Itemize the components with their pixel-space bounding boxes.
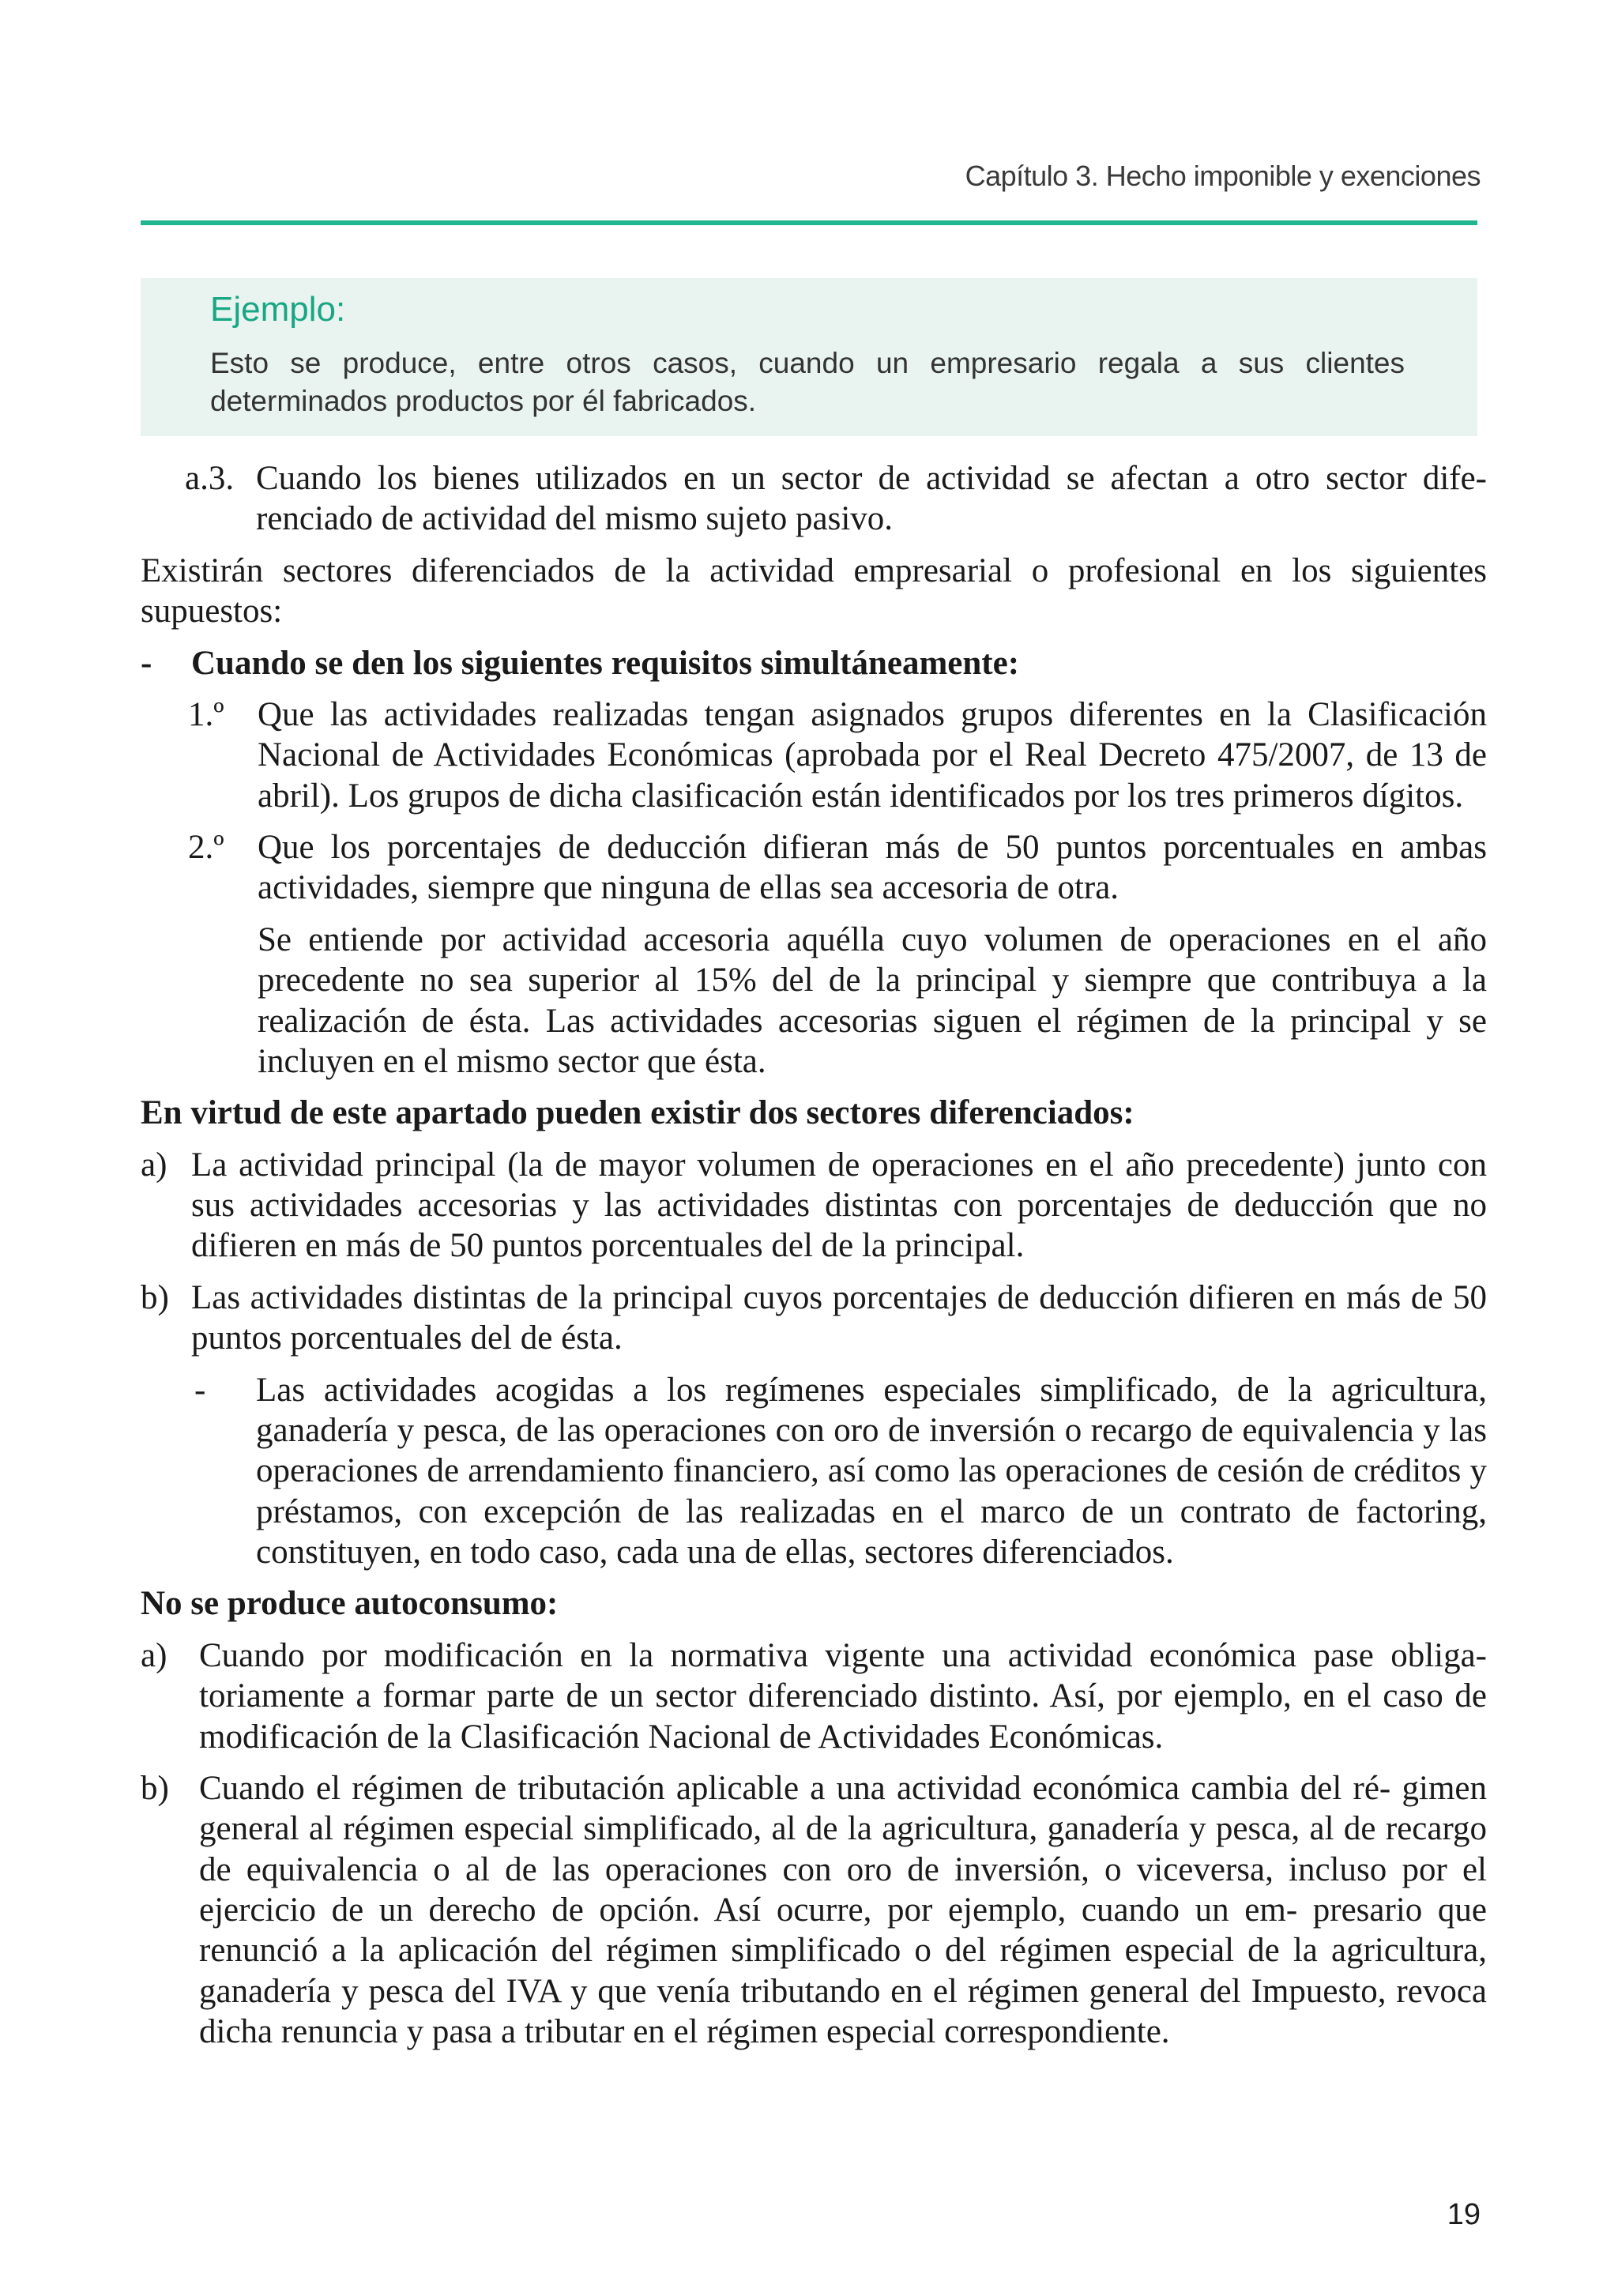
list-item-no-a [141, 1635, 1487, 1757]
list-item-a3 [141, 458, 1487, 540]
list-item-text: Que los porcentajes de deducción difieran más de 50 puntos porcentuales en ambas actividades, siempre que ninguna de ellas sea accesoria de otra. [258, 829, 1487, 907]
main-content [141, 458, 1487, 2064]
list-marker: a) [141, 1636, 167, 1674]
list-marker: b) [141, 1278, 169, 1316]
list-marker: - [194, 1371, 206, 1409]
example-title: Ejemplo: [210, 290, 346, 329]
heading-virtud: En virtud de este apartado pueden existir dos sectores diferenciados: [141, 1094, 1134, 1132]
list-item-sector-a [141, 1145, 1487, 1267]
list-item-text: Las actividades distintas de la principal cuyos porcentajes de deducción difieren en más de 50 puntos porcentuales del de ésta. [191, 1278, 1487, 1357]
list-marker: 2.º [188, 829, 224, 866]
list-item-sector-b [141, 1278, 1487, 1359]
list-marker: a) [141, 1146, 167, 1184]
paragraph-intro: Existirán sectores diferenciados de la actividad empresarial o profesional en los siguientes supuestos: [141, 551, 1487, 630]
list-item-text: Las actividades acogidas a los regímenes especiales simplificado, de la agricultura, ganadería y pesca, de las operaciones con oro de inversión o recargo de equivalencia y las operaciones de arrendamiento financiero, así como las operaciones de cesión de créditos y préstamos, con excepción de las realizadas en el marco de un contrato de factoring, constituyen, en todo caso, cada una de ellas, sectores diferenciados. [256, 1371, 1487, 1571]
list-item-requisitos [141, 643, 1487, 683]
list-item-req2 [141, 827, 1487, 909]
list-marker: 1.º [188, 695, 224, 733]
list-item-text: Que las actividades realizadas tengan asignados grupos diferentes en la Clasificación Nacional de Actividades Económicas (aprobada por el Real Decreto 475/2007, de 13 de abril). Los grupos de dicha clasificación están identificados por los tres primeros dígitos. [258, 695, 1487, 815]
list-item-text: Cuando se den los siguientes requisitos simultáneamente: [191, 644, 1020, 682]
header-divider [141, 220, 1477, 225]
page-number: 19 [1447, 2198, 1481, 2231]
list-item-regimenes [141, 1370, 1487, 1573]
list-item-no-b [141, 1768, 1487, 2053]
example-box [141, 278, 1477, 436]
list-item-text: Cuando los bienes utilizados en un sector de actividad se afectan a otro sector dife- renciado de actividad del mismo sujeto pasivo. [256, 460, 1487, 538]
list-item-req1 [141, 694, 1487, 816]
list-item-text: Cuando por modificación en la normativa vigente una actividad económica pase obliga- toriamente a formar parte de un sector diferenciado distinto. Así, por ejemplo, en el caso de modificación de la Clasificación Nacional de Actividades Económicas. [199, 1636, 1487, 1756]
chapter-header: Capítulo 3. Hecho imponible y exenciones [965, 160, 1481, 192]
list-marker: - [141, 644, 152, 682]
heading-no-autoconsumo: No se produce autoconsumo: [141, 1585, 559, 1623]
paragraph-accesoria: Se entiende por actividad accesoria aquélla cuyo volumen de operaciones en el año precedente no sea superior al 15% del de la principal y siempre que contribuya a la realización de ésta. Las actividades accesorias siguen el régimen de la principal y se incluyen en el mismo sector que ésta. [258, 920, 1487, 1080]
list-marker: a.3. [185, 460, 235, 497]
list-item-text: Cuando el régimen de tributación aplicable a una actividad económica cambia del ré- gimen general al régimen especial simplificado, al de la agricultura, ganadería y pesca, al de recargo de equivalencia o al de las operaciones con oro de inversión, o viceversa, incluso por el ejercicio de un derecho de opción. Así ocurre, por ejemplo, cuando un em- presario que renunció a la aplicación del régimen simplificado o del régimen especial de la agricultura, ganadería y pesca del IVA y que venía tributando en el régimen general del Impuesto, revoca dicha renuncia y pasa a tributar en el régimen especial correspondiente. [199, 1769, 1487, 2051]
list-marker: b) [141, 1769, 169, 1807]
example-text: Esto se produce, entre otros casos, cuando un empresario regala a sus clientes determinados productos por él fabricados. [210, 347, 1405, 417]
list-item-text: La actividad principal (la de mayor volumen de operaciones en el año precedente) junto con sus actividades accesorias y las actividades distintas con porcentajes de deducción que no difieren en más de 50 puntos porcentuales del de la principal. [191, 1146, 1487, 1265]
